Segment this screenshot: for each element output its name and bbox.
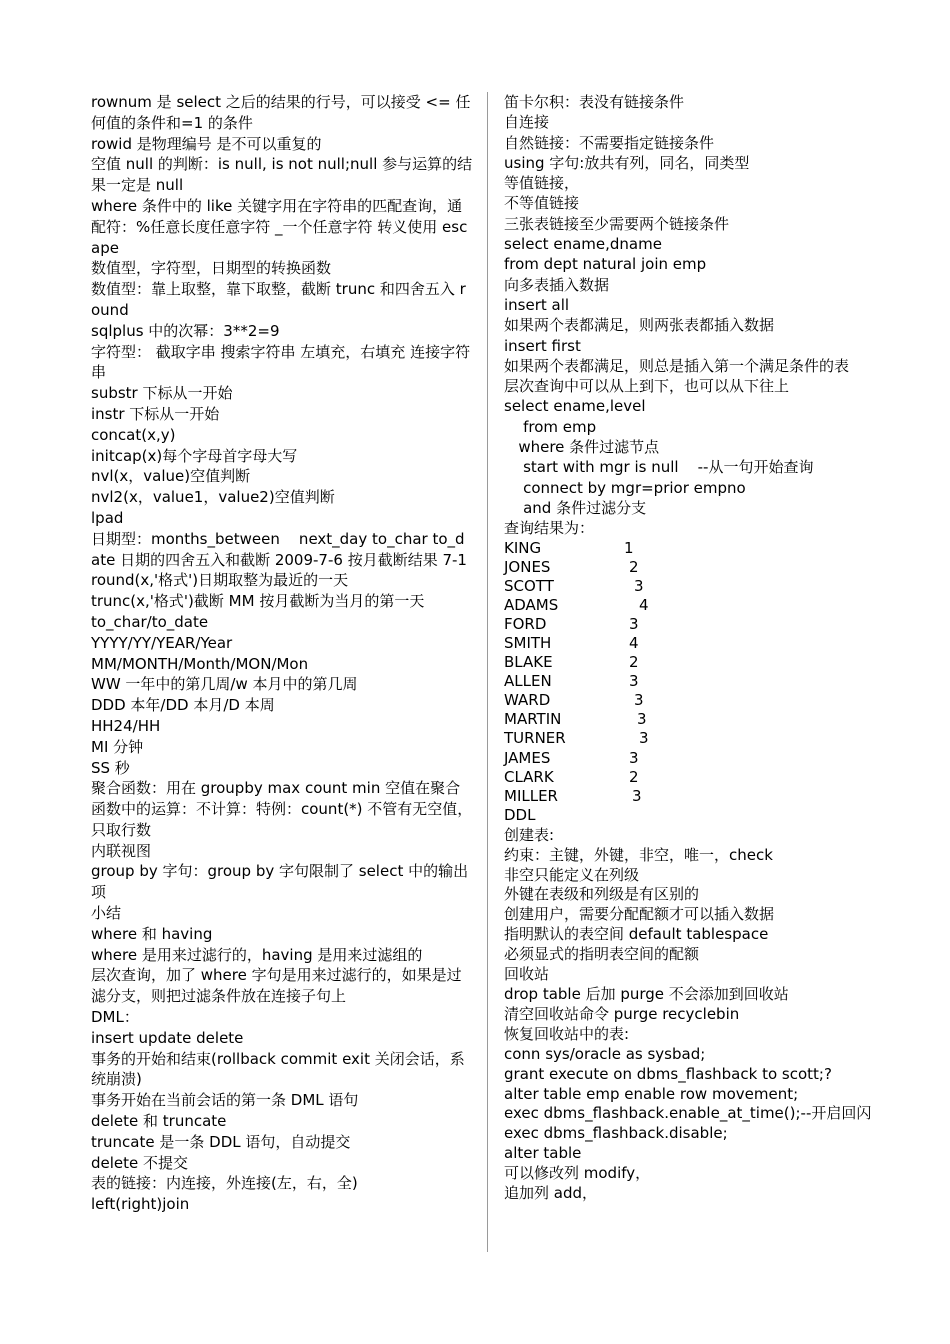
left-text-line-7: 字符型： 截取字串 搜索字符串 左填充，右填充 连接字符串 xyxy=(91,342,471,382)
left-text-line-39: delete 不提交 xyxy=(91,1153,189,1172)
left-text-line-1: rowid 是物理编号 是不可以重复的 xyxy=(91,134,322,153)
right-text-line-b-15: exec dbms_flashback.enable_at_time();--开启回闪 xyxy=(504,1104,872,1123)
right-text-line-14: 层次查询中可以从上到下，也可以从下往上 xyxy=(504,377,790,396)
right-text-line-11: 如果两个表都满足，则两张表都插入数据 xyxy=(504,316,775,335)
query-result-row xyxy=(504,768,886,787)
left-text-line-22: DDD 本年/DD 本月/D 本周 xyxy=(91,696,275,715)
right-text-line-9: 向多表插入数据 xyxy=(504,275,610,294)
left-text-line-34: insert update delete xyxy=(91,1028,244,1047)
left-text-line-25: SS 秒 xyxy=(91,758,130,777)
left-text-line-38: truncate 是一条 DDL 语句，自动提交 xyxy=(91,1132,351,1151)
row-level: 3 xyxy=(629,672,639,691)
right-text-line-b-9: drop table 后加 purge 不会添加到回收站 xyxy=(504,985,789,1003)
right-text-line-3: using 字句:放共有列，同名，同类型 xyxy=(504,153,750,172)
row-level: 3 xyxy=(632,786,642,805)
right-text-line-b-1: 创建表: xyxy=(504,825,555,844)
row-level: 2 xyxy=(629,557,639,576)
row-ename: WARD xyxy=(504,691,551,710)
left-text-line-17: trunc(x,'格式')截断 MM 按月截断为当月的第一天 xyxy=(91,592,425,611)
row-ename: ALLEN xyxy=(504,672,552,691)
query-result-row xyxy=(504,653,886,672)
row-ename: SMITH xyxy=(504,634,552,652)
right-text-line-17: where 条件过滤节点 xyxy=(504,438,660,457)
right-text-line-b-6: 指明默认的表空间 default tablespace xyxy=(504,925,769,944)
left-text-line-13: nvl2(x，value1，value2)空值判断 xyxy=(91,488,335,507)
right-text-line-15: select ename,level xyxy=(504,397,646,416)
left-text-line-32: 层次查询，加了 where 字句是用来过滤行的，如果是过滤分支，则把过滤条件放在连接子句上 xyxy=(91,966,462,1006)
left-text-line-3: where 条件中的 like 关键字用在字符串的匹配查询，通配符：%任意长度任意字符 _一个任意字符 转义使用 escape xyxy=(91,196,468,257)
right-bottom-notes xyxy=(504,806,886,1204)
query-result-row xyxy=(504,596,886,615)
right-text-line-b-3: 非空只能定义在列级 xyxy=(504,865,640,884)
left-text-line-6: sqlplus 中的次幂：3**2=9 xyxy=(91,321,280,340)
left-text-line-27: 内联视图 xyxy=(91,841,152,860)
right-text-line-b-4: 外键在表级和列级是有区别的 xyxy=(504,885,700,904)
row-ename: ADAMS xyxy=(504,595,559,614)
left-text-line-15: 日期型：months_between next_day to_char to_date 日期的四舍五入和截断 2009-7-6 按月截断结果 7-1 xyxy=(91,529,467,569)
left-text-line-29: 小结 xyxy=(91,904,122,923)
query-result-row xyxy=(504,749,886,768)
left-text-line-10: concat(x,y) xyxy=(91,425,176,444)
left-text-line-26: 聚合函数：用在 groupby max count min 空值在聚合函数中的运算：不计算：特例：count(*) 不管有无空值，只取行数 xyxy=(91,779,473,839)
right-text-line-4: 等值链接， xyxy=(504,174,580,193)
row-level: 3 xyxy=(634,691,644,710)
right-text-line-b-13: grant execute on dbms_flashback to scott;? xyxy=(504,1064,832,1083)
left-text-line-35: 事务的开始和结束(rollback commit exit 关闭会话，系统崩溃) xyxy=(91,1049,465,1089)
left-text-line-23: HH24/HH xyxy=(91,716,161,735)
left-text-line-21: WW 一年中的第几周/w 本月中的第几周 xyxy=(91,675,358,694)
right-text-line-7: select ename,dname xyxy=(504,235,662,254)
row-ename: KING xyxy=(504,538,542,557)
left-text-line-41: left(right)join xyxy=(91,1195,190,1214)
left-text-line-8: substr 下标从一开始 xyxy=(91,384,233,403)
row-ename: BLAKE xyxy=(504,653,553,672)
right-text-line-0: 笛卡尔积：表没有链接条件 xyxy=(504,93,685,111)
left-text-line-40: 表的链接：内连接，外连接(左，右，全) xyxy=(91,1174,358,1193)
right-text-line-b-16: exec dbms_flashback.disable; xyxy=(504,1124,728,1143)
right-text-line-b-18: 可以修改列 modify， xyxy=(504,1164,651,1183)
query-result-row xyxy=(504,787,886,806)
row-level: 3 xyxy=(634,576,644,595)
right-text-line-6: 三张表链接至少需要两个链接条件 xyxy=(504,214,730,233)
left-text-line-30: where 和 having xyxy=(91,924,213,943)
query-result-row xyxy=(504,710,886,729)
row-ename: JONES xyxy=(504,557,551,576)
right-text-line-5: 不等值链接 xyxy=(504,194,580,213)
query-result-row xyxy=(504,539,886,558)
query-result-row xyxy=(504,672,886,691)
left-text-line-4: 数值型，字符型，日期型的转换函数 xyxy=(91,259,332,278)
row-level: 3 xyxy=(629,748,639,767)
right-text-line-b-14: alter table emp enable row movement; xyxy=(504,1084,799,1103)
right-column xyxy=(504,92,886,1204)
left-text-line-14: lpad xyxy=(91,508,124,527)
left-text-line-2: 空值 null 的判断：is null, is not null;null 参与运算的结果一定是 null xyxy=(91,155,473,195)
left-text-line-0: rownum 是 select 之后的结果的行号，可以接受 <= 任何值的条件和=1 的条件 xyxy=(91,93,471,132)
row-level: 4 xyxy=(629,634,639,652)
left-text-line-31: where 是用来过滤行的，having 是用来过滤组的 xyxy=(91,945,423,964)
left-text-line-12: nvl(x，value)空值判断 xyxy=(91,467,251,486)
query-result-row xyxy=(504,615,886,634)
right-text-line-b-10: 清空回收站命令 purge recyclebin xyxy=(504,1004,740,1023)
right-text-line-12: insert first xyxy=(504,336,581,355)
query-result-table xyxy=(504,539,886,806)
right-text-line-b-8: 回收站 xyxy=(504,965,550,984)
query-result-row xyxy=(504,634,886,653)
query-result-row xyxy=(504,577,886,596)
row-ename: CLARK xyxy=(504,767,554,786)
right-text-line-10: insert all xyxy=(504,295,570,314)
row-level: 1 xyxy=(624,538,634,557)
left-text-line-33: DML： xyxy=(91,1008,139,1027)
right-text-line-2: 自然链接：不需要指定链接条件 xyxy=(504,133,715,152)
row-level: 2 xyxy=(629,767,639,786)
left-text-line-28: group by 字句：group by 字句限制了 select 中的输出项 xyxy=(91,862,469,902)
right-text-line-b-12: conn sys/oracle as sysbad; xyxy=(504,1044,706,1063)
left-text-line-24: MI 分钟 xyxy=(91,737,144,756)
row-ename: JAMES xyxy=(504,748,551,767)
query-result-row xyxy=(504,558,886,577)
row-ename: MARTIN xyxy=(504,710,562,729)
left-text-line-16: round(x,'格式')日期取整为最近的一天 xyxy=(91,571,349,590)
row-ename: TURNER xyxy=(504,729,566,748)
row-level: 3 xyxy=(629,614,639,633)
row-level: 3 xyxy=(637,710,647,729)
row-ename: FORD xyxy=(504,614,547,633)
left-text-line-37: delete 和 truncate xyxy=(91,1112,227,1131)
right-top-notes xyxy=(504,92,886,539)
right-text-line-19: connect by mgr=prior empno xyxy=(504,478,746,497)
left-text-line-5: 数值型：靠上取整，靠下取整，截断 trunc 和四舍五入 round xyxy=(91,280,466,319)
query-result-row xyxy=(504,691,886,710)
row-level: 4 xyxy=(639,595,649,614)
left-text-line-19: YYYY/YY/YEAR/Year xyxy=(91,633,233,652)
query-result-row xyxy=(504,729,886,748)
column-divider xyxy=(487,92,488,1252)
left-text-line-11: initcap(x)每个字母首字母大写 xyxy=(91,446,298,465)
right-text-line-20: and 条件过滤分支 xyxy=(504,498,647,517)
row-ename: MILLER xyxy=(504,786,558,805)
left-text-line-18: to_char/to_date xyxy=(91,612,209,631)
right-text-line-b-11: 恢复回收站中的表: xyxy=(504,1024,630,1043)
right-text-line-b-17: alter table xyxy=(504,1144,582,1163)
left-text-line-9: instr 下标从一开始 xyxy=(91,404,220,423)
row-level: 3 xyxy=(639,729,649,748)
right-text-line-b-0: DDL xyxy=(504,805,536,824)
right-text-line-b-2: 约束：主键，外键，非空，唯一，check xyxy=(504,845,773,864)
row-ename: SCOTT xyxy=(504,576,554,595)
left-text-line-20: MM/MONTH/Month/MON/Mon xyxy=(91,654,309,673)
right-text-line-b-5: 创建用户，需要分配配额才可以插入数据 xyxy=(504,905,775,924)
right-text-line-1: 自连接 xyxy=(504,113,550,132)
left-column xyxy=(91,92,473,1215)
right-text-line-16: from emp xyxy=(504,417,597,436)
right-text-line-b-7: 必须显式的指明表空间的配额 xyxy=(504,945,700,964)
right-text-line-13: 如果两个表都满足，则总是插入第一个满足条件的表 xyxy=(504,356,850,375)
right-text-line-21: 查询结果为： xyxy=(504,519,595,538)
left-text-line-36: 事务开始在当前会话的第一条 DML 语句 xyxy=(91,1091,359,1110)
right-text-line-8: from dept natural join emp xyxy=(504,255,707,274)
row-level: 2 xyxy=(629,653,639,672)
right-text-line-b-19: 追加列 add， xyxy=(504,1184,598,1203)
right-text-line-18: start with mgr is null --从一句开始查询 xyxy=(504,458,814,477)
